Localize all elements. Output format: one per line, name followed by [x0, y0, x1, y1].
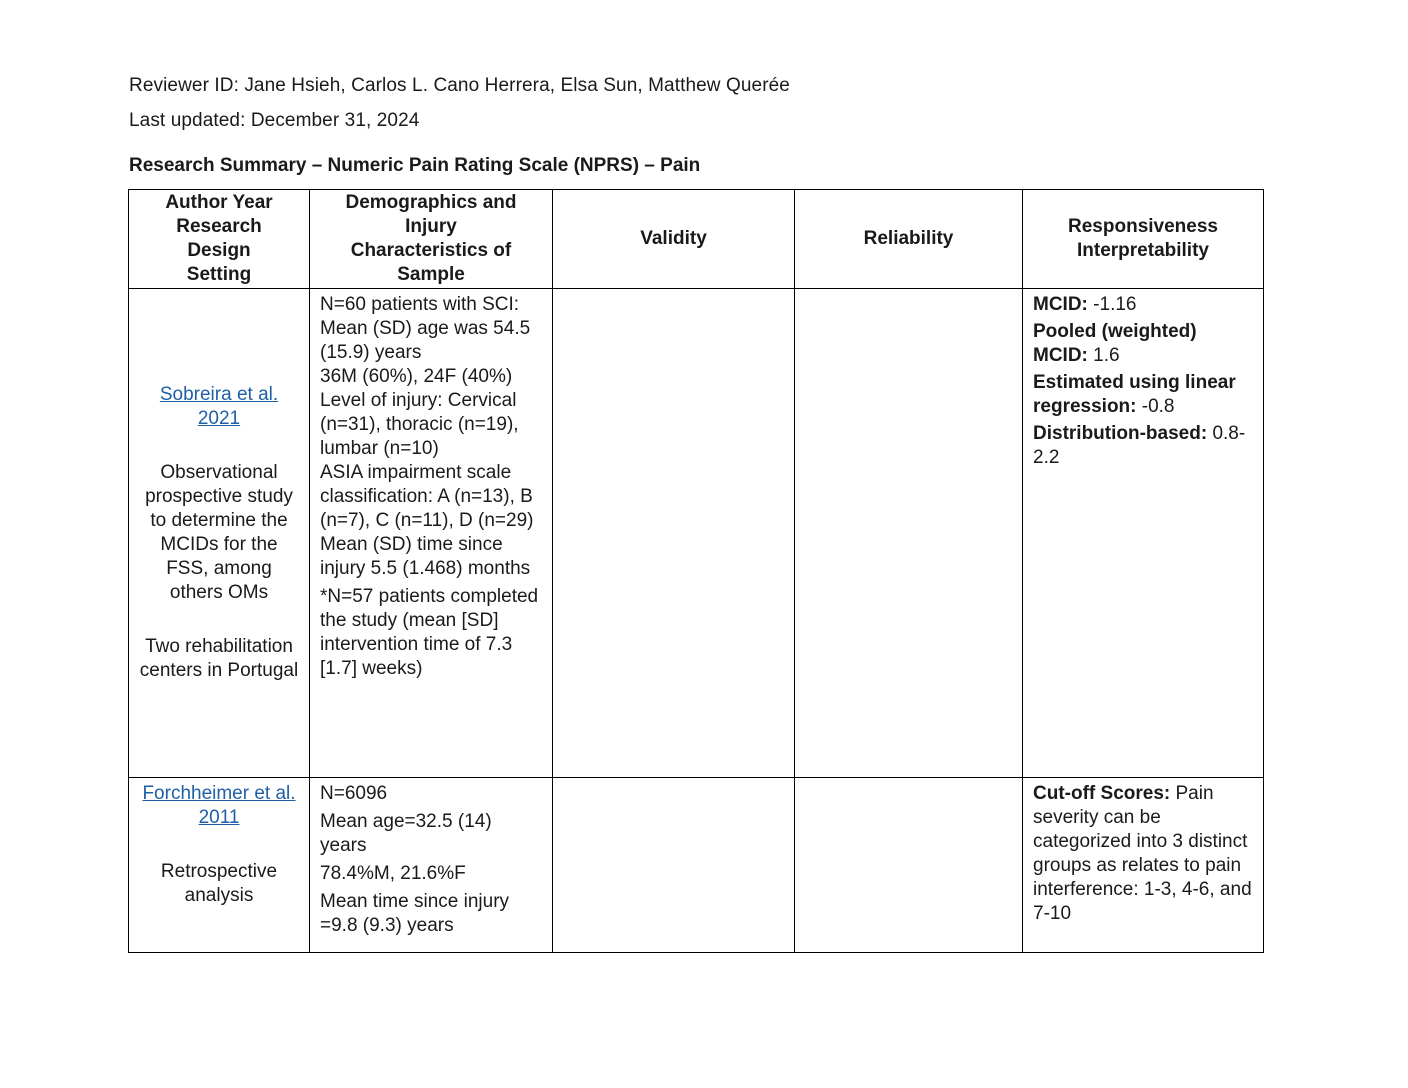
metric-label: Pooled (weighted) MCID: [1033, 321, 1197, 366]
author-link[interactable]: Forchheimer et al. 2011 [142, 783, 296, 828]
demographic-item: Mean (SD) age was 54.5 (15.9) years [320, 318, 531, 363]
table-row [129, 289, 1264, 778]
header-line: Injury [405, 216, 457, 237]
responsiveness-item [1033, 320, 1253, 368]
header-line: Sample [397, 264, 465, 285]
author-link[interactable]: Sobreira et al. 2021 [159, 384, 279, 429]
header-line: Design [187, 240, 251, 261]
header-author-year-design-setting [129, 190, 310, 289]
header-reliability: Reliability [795, 190, 1023, 289]
demographic-item: 36M (60%), 24F (40%) [320, 366, 513, 387]
header-responsiveness [1023, 190, 1264, 289]
validity-cell [553, 289, 795, 778]
research-design: Observational prospective study to determine the MCIDs for the FSS, among others OMs [145, 462, 293, 603]
metric-label: Distribution-based: [1033, 423, 1208, 444]
demographic-item: Level of injury: Cervical (n=31), thoracic (n=19), lumbar (n=10) [320, 390, 519, 459]
responsiveness-item [1033, 782, 1253, 926]
responsiveness-cell [1023, 289, 1264, 778]
research-summary-table [128, 189, 1264, 953]
demographic-item: N=6096 [320, 783, 388, 804]
research-setting: Two rehabilitation centers in Portugal [139, 636, 299, 681]
metric-value: 0.8-2.2 [1033, 423, 1246, 468]
author-design-setting-cell [129, 289, 310, 778]
validity-cell [553, 778, 795, 953]
header-demographics [310, 190, 553, 289]
demographics-cell [310, 289, 553, 778]
metric-value: -0.8 [1136, 396, 1175, 417]
demographic-item: *N=57 patients completed the study (mean [SD] intervention time of 7.3 [1.7] weeks) [320, 586, 539, 679]
responsiveness-item [1033, 371, 1253, 419]
header-line: Responsiveness [1068, 216, 1218, 237]
research-design: Retrospective analysis [160, 861, 278, 906]
header-line: Demographics and [345, 192, 517, 213]
header-validity: Validity [553, 190, 795, 289]
reliability-cell [795, 778, 1023, 953]
metric-label: MCID: [1033, 294, 1088, 315]
table-row [129, 778, 1264, 953]
reliability-cell [795, 289, 1023, 778]
header-line: Author Year [165, 192, 273, 213]
metric-value: Pain severity can be categorized into 3 distinct groups as relates to pain interference: 1-3, 4-6, and 7-10 [1033, 783, 1252, 924]
reviewer-line: Reviewer ID: Jane Hsieh, Carlos L. Cano Herrera, Elsa Sun, Matthew Querée [129, 75, 790, 96]
responsiveness-item [1033, 422, 1253, 470]
table-header-row [129, 190, 1264, 289]
demographic-item: 78.4%M, 21.6%F [320, 863, 466, 884]
responsiveness-item [1033, 293, 1253, 317]
demographic-item: Mean (SD) time since injury 5.5 (1.468) months [320, 534, 531, 579]
responsiveness-cell [1023, 778, 1264, 953]
demographics-cell [310, 778, 553, 953]
header-line: Characteristics of [350, 240, 512, 261]
header-line: Setting [186, 264, 252, 285]
last-updated-line: Last updated: December 31, 2024 [129, 110, 420, 131]
author-design-setting-cell [129, 778, 310, 953]
metric-label: Cut-off Scores: [1033, 783, 1171, 804]
demographic-item: N=60 patients with SCI: [320, 294, 520, 315]
document-title: Research Summary – Numeric Pain Rating Scale (NPRS) – Pain [129, 155, 701, 176]
demographic-item: Mean age=32.5 (14) years [320, 811, 492, 856]
metric-value: -1.16 [1087, 294, 1137, 315]
header-line: Research [176, 216, 262, 237]
header-line: Interpretability [1077, 240, 1209, 261]
metric-value: 1.6 [1087, 345, 1120, 366]
metric-label: Estimated using linear regression: [1033, 372, 1236, 417]
demographic-item: Mean time since injury =9.8 (9.3) years [320, 891, 510, 936]
demographic-item: ASIA impairment scale classification: A (n=13), B (n=7), C (n=11), D (n=29) [320, 462, 534, 531]
